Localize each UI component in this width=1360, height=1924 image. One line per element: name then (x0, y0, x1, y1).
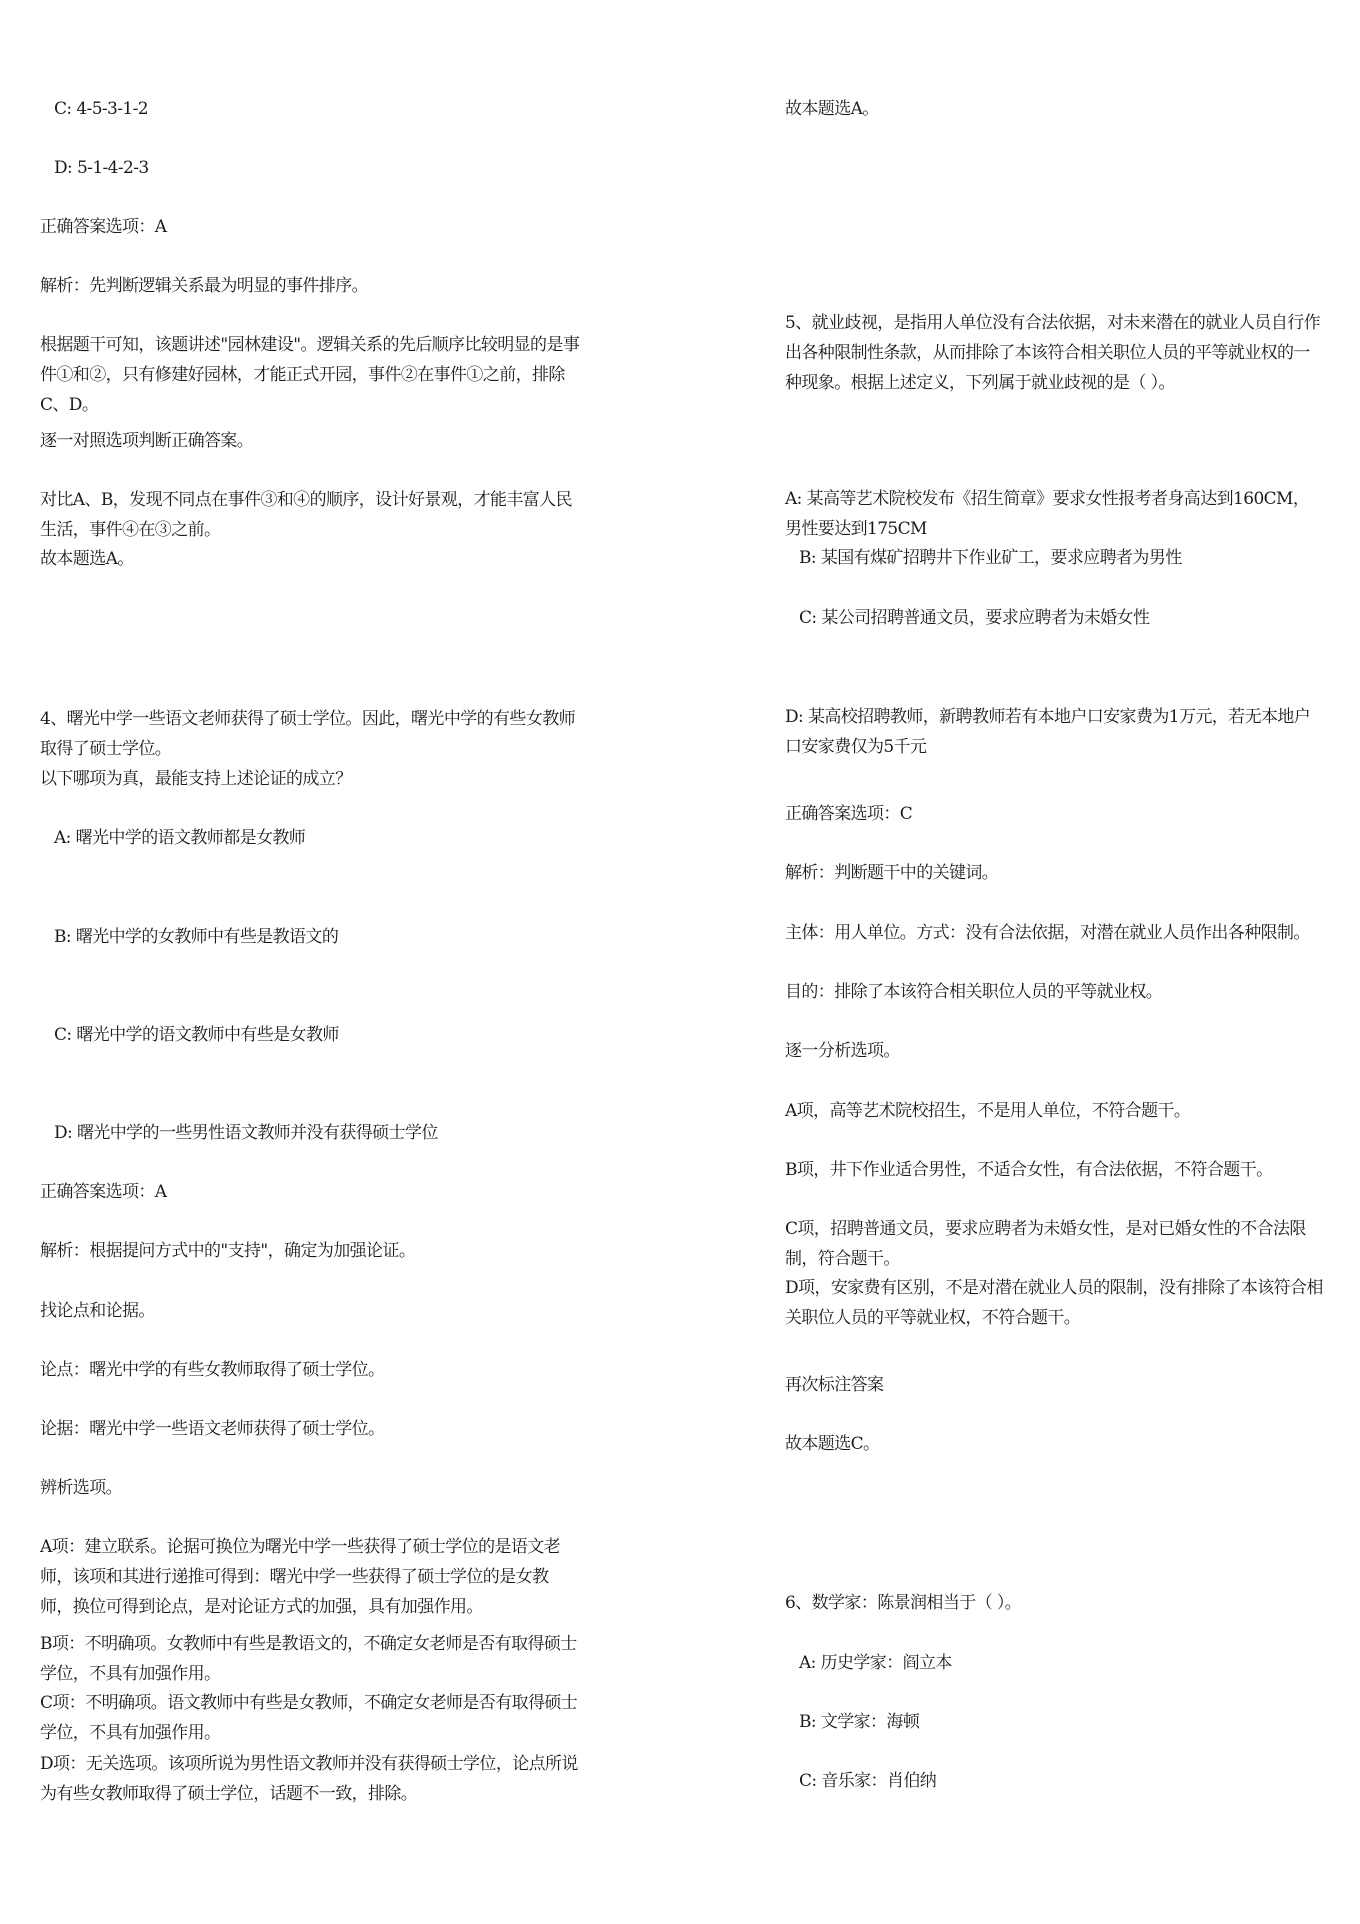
analysis-paragraph: C项：不明确项。语文教师中有些是女教师，不确定女老师是否有取得硕士学位，不具有加强作用。 (40, 1693, 578, 1743)
analysis-paragraph: D项：无关选项。该项所说为男性语文教师并没有获得硕士学位，论点所说为有些女教师取得了硕士学位，话题不一致，排除。 (40, 1754, 578, 1804)
option-a-q5: A: 某高等艺术院校发布《招生简章》要求女性报考者身高达到160CM，男性要达到175CM (785, 489, 1310, 539)
question-4-prompt: 以下哪项为真，最能支持上述论证的成立？ (40, 769, 352, 789)
analysis-paragraph: 找论点和论据。 (40, 1301, 155, 1321)
analysis-paragraph: 对比A、B，发现不同点在事件③和④的顺序，设计好景观，才能丰富人民生活，事件④在③之前。 (40, 490, 572, 540)
question-4: 4、曙光中学一些语文老师获得了硕士学位。因此，曙光中学的有些女教师取得了硕士学位。 (40, 709, 576, 759)
analysis-paragraph: 论据：曙光中学一些语文老师获得了硕士学位。 (40, 1419, 385, 1439)
analysis-paragraph: 根据题干可知，该题讲述"园林建设"。逻辑关系的先后顺序比较明显的是事件①和②，只有修建好园林，才能正式开园，事件②在事件①之前，排除C、D。 (40, 335, 580, 415)
option-d-q5: D: 某高校招聘教师，新聘教师若有本地户口安家费为1万元，若无本地户口安家费仅为5千元 (785, 707, 1311, 757)
analysis-paragraph: B项：不明确项。女教师中有些是教语文的，不确定女老师是否有取得硕士学位，不具有加强作用。 (40, 1634, 577, 1684)
option-d-q4: D: 曙光中学的一些男性语文教师并没有获得硕士学位 (54, 1123, 438, 1143)
answer-q3: 正确答案选项：A (40, 217, 167, 237)
analysis-paragraph: 目的：排除了本该符合相关职位人员的平等就业权。 (785, 982, 1163, 1002)
analysis-paragraph: 逐一对照选项判断正确答案。 (40, 431, 254, 451)
answer-q4: 正确答案选项：A (40, 1182, 167, 1202)
analysis-q4: 解析：根据提问方式中的"支持"，确定为加强论证。 (40, 1241, 416, 1261)
option-b-q4: B: 曙光中学的女教师中有些是教语文的 (54, 927, 339, 947)
option-c-q3: C: 4-5-3-1-2 (54, 99, 148, 119)
analysis-paragraph: A项，高等艺术院校招生，不是用人单位，不符合题干。 (785, 1101, 1191, 1121)
analysis-paragraph: 论点：曙光中学的有些女教师取得了硕士学位。 (40, 1360, 385, 1380)
option-c-q5: C: 某公司招聘普通文员，要求应聘者为未婚女性 (799, 608, 1150, 628)
analysis-paragraph: D项，安家费有区别，不是对潜在就业人员的限制，没有排除了本该符合相关职位人员的平等就业权，不符合题干。 (785, 1278, 1323, 1328)
analysis-paragraph: A项：建立联系。论据可换位为曙光中学一些获得了硕士学位的是语文老师，该项和其进行递推可得到：曙光中学一些获得了硕士学位的是女教师，换位可得到论点，是对论证方式的加强，具有加强作用。 (40, 1537, 561, 1617)
analysis-paragraph: 再次标注答案 (785, 1375, 884, 1395)
question-5: 5、就业歧视，是指用人单位没有合法依据，对未来潜在的就业人员自行作出各种限制性条款，从而排除了本该符合相关职位人员的平等就业权的一种现象。根据上述定义，下列属于就业歧视的是（ ）。 (785, 313, 1321, 393)
conclusion-q4: 故本题选A。 (785, 99, 879, 119)
analysis-q3: 解析：先判断逻辑关系最为明显的事件排序。 (40, 276, 368, 296)
analysis-paragraph: 逐一分析选项。 (785, 1041, 900, 1061)
analysis-paragraph: C项，招聘普通文员，要求应聘者为未婚女性，是对已婚女性的不合法限制，符合题干。 (785, 1219, 1306, 1269)
analysis-paragraph: 辨析选项。 (40, 1478, 122, 1498)
analysis-paragraph: B项，井下作业适合男性，不适合女性，有合法依据，不符合题干。 (785, 1160, 1273, 1180)
option-c-q4: C: 曙光中学的语文教师中有些是女教师 (54, 1025, 339, 1045)
question-6: 6、数学家：陈景润相当于（ ）。 (785, 1593, 1022, 1613)
option-a-q4: A: 曙光中学的语文教师都是女教师 (54, 828, 306, 848)
option-a-q6: A: 历史学家：阎立本 (799, 1653, 952, 1673)
analysis-paragraph: 主体：用人单位。方式：没有合法依据，对潜在就业人员作出各种限制。 (785, 923, 1310, 943)
option-b-q5: B: 某国有煤矿招聘井下作业矿工，要求应聘者为男性 (799, 548, 1182, 568)
option-d-q3: D: 5-1-4-2-3 (54, 158, 149, 178)
answer-q5: 正确答案选项：C (785, 804, 913, 824)
conclusion-q5: 故本题选C。 (785, 1434, 880, 1454)
analysis-q5: 解析：判断题干中的关键词。 (785, 863, 999, 883)
option-b-q6: B: 文学家：海顿 (799, 1712, 920, 1732)
conclusion-q3: 故本题选A。 (40, 549, 134, 569)
option-c-q6: C: 音乐家：肖伯纳 (799, 1771, 937, 1791)
